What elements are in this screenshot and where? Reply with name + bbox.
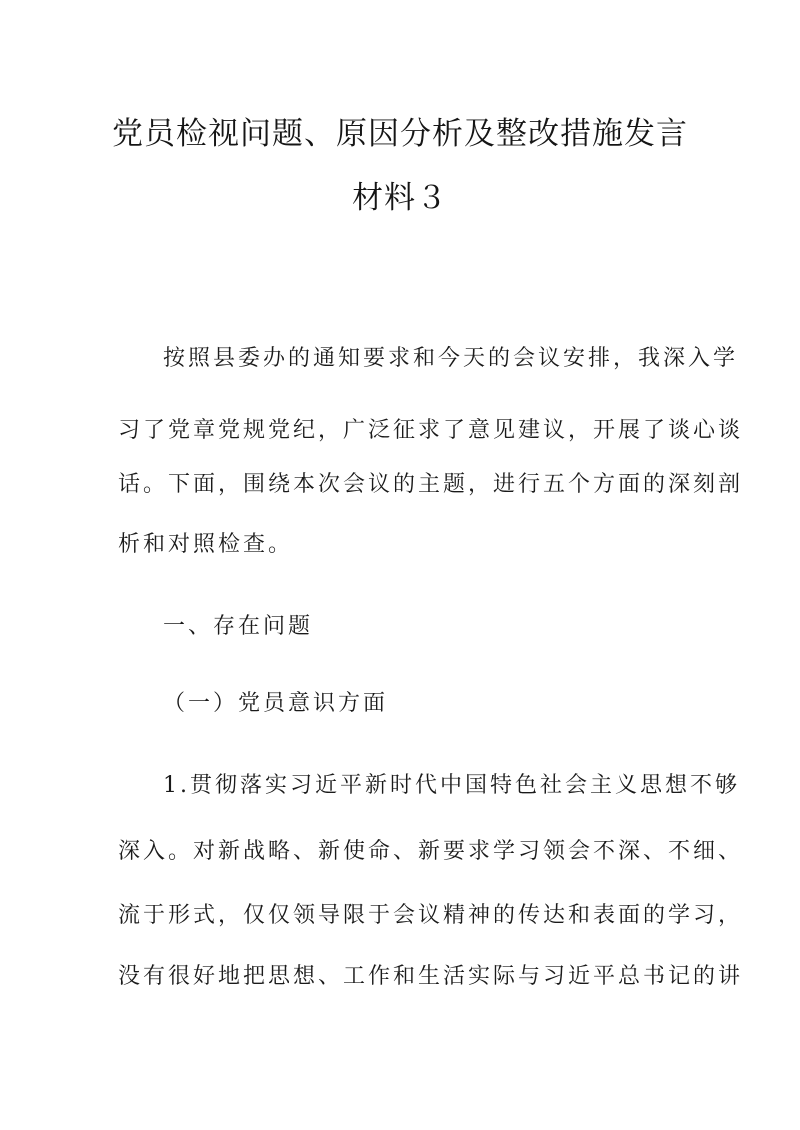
item-1-line: 深入。对新战略、新使命、新要求学习领会不深、不细、 xyxy=(118,839,744,864)
document-title-line-2: 材料３ xyxy=(352,180,448,216)
intro-paragraph-line: 析和对照检查。 xyxy=(118,532,294,557)
document-title-line-1: 党员检视问题、原因分析及整改措施发言 xyxy=(112,116,688,152)
intro-paragraph-line: 话。下面，围绕本次会议的主题，进行五个方面的深刻剖 xyxy=(118,472,744,497)
item-1-line: 1.贯彻落实习近平新时代中国特色社会主义思想不够 xyxy=(163,773,740,798)
subsection-heading: （一）党员意识方面 xyxy=(163,691,389,716)
intro-paragraph-line: 习了党章党规党纪，广泛征求了意见建议，开展了谈心谈 xyxy=(118,418,744,443)
intro-paragraph-line: 按照县委办的通知要求和今天的会议安排，我深入学 xyxy=(163,346,739,371)
item-1-line: 流于形式，仅仅领导限于会议精神的传达和表面的学习， xyxy=(118,903,744,928)
section-heading: 一、存在问题 xyxy=(163,614,314,639)
item-1-line: 没有很好地把思想、工作和生活实际与习近平总书记的讲 xyxy=(118,964,744,989)
